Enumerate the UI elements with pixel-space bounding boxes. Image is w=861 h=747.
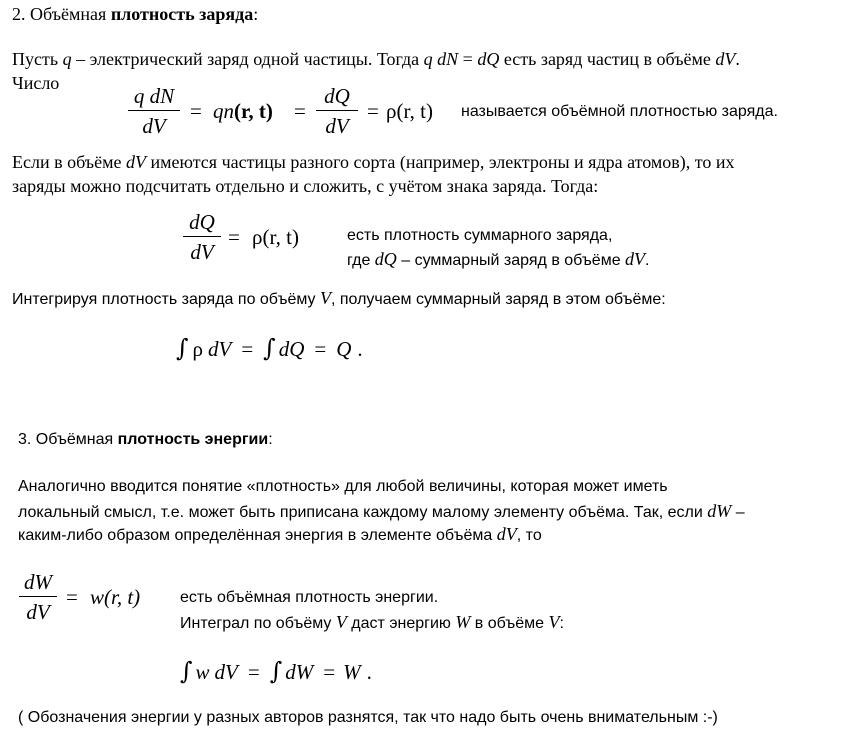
integral-sign: ∫ bbox=[176, 334, 189, 362]
section-2-intro-line bbox=[12, 50, 740, 68]
fraction-dQ-dV bbox=[316, 84, 358, 138]
fraction-denominator: dV bbox=[142, 114, 166, 138]
fraction-denominator: dV bbox=[325, 114, 349, 138]
section-2-heading bbox=[12, 5, 258, 23]
heading-colon: : bbox=[253, 4, 259, 24]
section-3-paragraph-line-1: Аналогично вводится понятие «плотность» для любой величины, которая может иметь bbox=[18, 478, 668, 495]
symbol-dW: dW bbox=[707, 501, 732, 521]
equals-sign: = bbox=[241, 337, 254, 361]
footnote: ( Обозначения энергии у разных авторов разнятся, так что надо быть очень внимательным :-) bbox=[18, 709, 718, 726]
formula-1-description: называется объёмной плотностью заряда. bbox=[461, 103, 778, 120]
rho-r-t: ρ(r, t) bbox=[252, 225, 299, 249]
fraction-qdN-dV bbox=[128, 84, 180, 138]
equals-sign: = bbox=[247, 660, 260, 684]
fraction-bar bbox=[19, 596, 57, 597]
section-3-title: плотность энергии bbox=[117, 431, 269, 448]
symbol-dV: dV bbox=[208, 337, 232, 361]
symbol-dV: dV bbox=[625, 249, 646, 269]
text-span: где bbox=[347, 252, 375, 269]
fraction-bar bbox=[128, 110, 180, 111]
text-span: – bbox=[731, 504, 745, 521]
fraction-bar bbox=[183, 236, 221, 237]
text-span: . bbox=[366, 660, 372, 684]
symbol-W: W bbox=[343, 660, 361, 684]
w-r-t: w(r, t) bbox=[90, 585, 141, 609]
section-2-title: плотность заряда bbox=[110, 4, 254, 24]
section-2-number: 2. Объёмная bbox=[12, 4, 111, 24]
equals-sign: = bbox=[314, 337, 327, 361]
section-3-number: 3. Объёмная bbox=[18, 431, 118, 448]
symbol-dQ: dQ bbox=[477, 49, 500, 69]
args-r-t: (r, t) bbox=[234, 99, 273, 123]
equals-sign: = bbox=[367, 99, 379, 123]
symbol-dQ: dQ bbox=[374, 249, 397, 269]
symbol-dV: dV bbox=[715, 49, 736, 69]
fraction-denominator: dV bbox=[26, 600, 50, 624]
text-span: каким-либо образом определённая энергия в элементе объёма bbox=[18, 527, 497, 544]
symbol-W: W bbox=[455, 612, 471, 632]
symbol-dW: dW bbox=[285, 660, 314, 684]
integral-sign: ∫ bbox=[180, 657, 193, 685]
equals-sign: = bbox=[190, 99, 202, 123]
fraction-denominator: dV bbox=[190, 240, 214, 264]
formula-2-description: есть плотность суммарного заряда, bbox=[347, 227, 613, 244]
integral-rho-formula bbox=[176, 336, 363, 360]
fraction-numerator: dQ bbox=[324, 84, 350, 108]
symbol-dV: dV bbox=[496, 524, 517, 544]
symbol-qn: qn bbox=[213, 99, 234, 123]
text-span: – суммарный заряд в объёме bbox=[396, 252, 626, 269]
text-span: , получаем суммарный заряд в этом объёме: bbox=[330, 291, 666, 308]
text-span: даст энергию bbox=[346, 615, 456, 632]
heading-colon: : bbox=[268, 431, 273, 448]
formula-2-where bbox=[347, 250, 650, 269]
fraction-dQ-dV bbox=[183, 210, 221, 264]
section-2-intro-line-2: Число bbox=[12, 73, 60, 93]
text-span: Если в объёме bbox=[12, 152, 126, 172]
text-span: , то bbox=[516, 527, 542, 544]
text-span: локальный смысл, т.е. может быть приписана каждому малому элементу объёма. Так, если bbox=[18, 504, 708, 521]
text-span: . bbox=[735, 49, 740, 69]
text-span: Интегрируя плотность заряда по объёму bbox=[12, 291, 320, 308]
equals-sign: = bbox=[323, 660, 336, 684]
integral-sign: ∫ bbox=[263, 334, 276, 362]
text-span: . bbox=[645, 252, 650, 269]
text-span: . bbox=[357, 337, 363, 361]
fraction-numerator: q dN bbox=[133, 84, 175, 108]
symbol-dQ: dQ bbox=[278, 337, 305, 361]
symbol-qdN: q dN bbox=[423, 49, 459, 69]
section-3-paragraph-line-2 bbox=[18, 502, 745, 521]
text-span: – электрический заряд одной частицы. Тогда bbox=[71, 49, 424, 69]
text-span: = bbox=[458, 49, 478, 69]
energy-integral-description bbox=[180, 613, 564, 632]
text-span: Пусть bbox=[12, 49, 63, 69]
energy-density-description: есть объёмная плотность энергии. bbox=[180, 589, 439, 606]
fraction-numerator: dQ bbox=[189, 210, 215, 234]
section-3-heading bbox=[18, 432, 273, 448]
text-span: в объёме bbox=[470, 615, 549, 632]
symbol-V: V bbox=[548, 612, 560, 632]
text-span: : bbox=[559, 615, 564, 632]
text-span: есть заряд частиц в объёме bbox=[499, 49, 716, 69]
symbol-dV: dV bbox=[214, 660, 238, 684]
qn-expression bbox=[213, 101, 273, 122]
section-3-paragraph-line-3 bbox=[18, 525, 542, 544]
symbol-Q: Q bbox=[336, 337, 352, 361]
equals-sign: = bbox=[228, 225, 240, 249]
symbol-w: w bbox=[195, 660, 210, 684]
equals-sign: = bbox=[294, 99, 306, 123]
fraction-numerator: dW bbox=[24, 570, 52, 594]
symbol-V: V bbox=[335, 612, 347, 632]
section-2-paragraph-2-line-1 bbox=[12, 153, 735, 171]
fraction-bar bbox=[316, 110, 358, 111]
section-2-paragraph-2-line-2: заряды можно подсчитать отдельно и сложить, с учётом знака заряда. Тогда: bbox=[12, 176, 599, 196]
symbol-dV: dV bbox=[126, 152, 146, 172]
equals-sign: = bbox=[66, 585, 78, 609]
integral-sign: ∫ bbox=[269, 657, 283, 685]
section-2-paragraph-3 bbox=[12, 289, 666, 308]
symbol-rho: ρ bbox=[192, 337, 203, 361]
integral-w-formula bbox=[180, 659, 372, 683]
symbol-q: q bbox=[62, 49, 72, 69]
rho-r-t: ρ(r, t) bbox=[386, 99, 433, 123]
fraction-dW-dV bbox=[19, 570, 57, 624]
text-span: имеются частицы разного сорта (например, электроны и ядра атомов), то их bbox=[146, 152, 735, 172]
symbol-V: V bbox=[319, 288, 331, 308]
text-span: Интеграл по объёму bbox=[180, 615, 336, 632]
